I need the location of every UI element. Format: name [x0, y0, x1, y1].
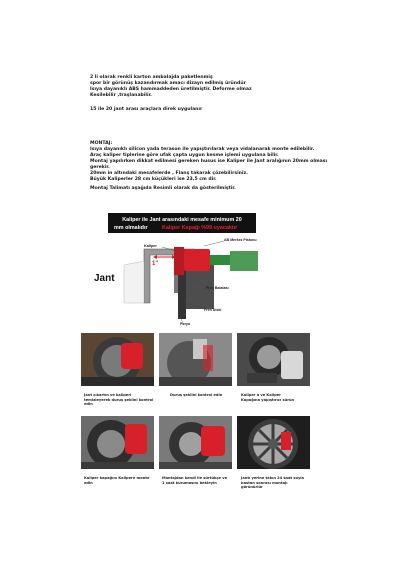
caption-text: Jantı yerine takın 24 saat soyla bastan sonrası montajı görünürlür — [241, 476, 304, 490]
intro-text — [90, 75, 330, 99]
label-ab-piston: AB Merkez Pistonu — [224, 238, 257, 242]
caption-text: Kaliper kapağını Kalipere monte edin — [84, 476, 150, 485]
step-photo-2 — [159, 333, 232, 386]
step-photo-3 — [237, 333, 310, 386]
intro-line: Isıya dayanıklı ABS hammaddeden üretilmiştir. Deforme olmaz — [90, 87, 252, 92]
step-photo-4 — [81, 416, 154, 469]
caption-text: Kaliper a ve Kaliper Kapağına yapıştırıcı sürün — [241, 393, 295, 402]
label-dimension: 1" — [152, 261, 159, 267]
cure-wait-image — [159, 416, 232, 469]
label-fren-balatasi: Fren Balatası — [206, 286, 229, 290]
montaj-line: 20mm in altındaki mesafelerde , Flanş takarak çözebilirsiniz. — [90, 171, 248, 176]
diagram-illustration — [84, 213, 319, 326]
label-fren-diski: Fren Diski — [204, 308, 222, 312]
montaj-line: Büyük Kaliperler 28 cm küçükleri ise 23,5 cm dir. — [90, 177, 217, 182]
green-bracket — [230, 251, 258, 271]
rim-face — [124, 261, 144, 303]
step-caption-2 — [170, 393, 222, 398]
caliper-cover — [174, 247, 184, 275]
step-caption-3 — [241, 393, 294, 402]
check-fit-image — [159, 333, 232, 386]
step-photo-6 — [237, 416, 310, 469]
label-kaliper: Kaliper — [144, 244, 157, 248]
caption-text: Duruş şeklini kontrol edin — [170, 393, 223, 397]
caption-text: Montajdan kendi ile sürtükçe ve 1 saat kurumasını bekleyin — [162, 476, 228, 485]
mount-cover-image — [81, 416, 154, 469]
caliper-body — [184, 249, 210, 271]
montaj-note: Montaj Talimatı aşağıda Resimli olarak da gösterilmiştir. — [90, 186, 236, 191]
montaj-heading: MONTAJ: — [90, 141, 113, 146]
green-piston — [210, 255, 230, 265]
label-jant: Jant — [94, 273, 115, 284]
step-caption-1 — [84, 393, 153, 407]
brake-pad — [174, 275, 178, 293]
montaj-line: gerekir. — [90, 165, 110, 170]
intro-line: 2 li olarak renkli karton ambalajda paketlenmiş — [90, 75, 213, 80]
caption-text: Jant çıkartın ve kaliperi temizleyerek duruş şeklini kontrol edin — [84, 393, 154, 407]
banner-text-1: Kaliper ile Jant arasındaki mesafe minimum 20 — [122, 217, 242, 223]
dim-arrow-left — [153, 255, 157, 259]
montaj-text — [90, 141, 330, 183]
montaj-line: Isıya dayanıklı silicon yada terason ile yapıştırılarak veya vidalanarak monte edilebilir. — [90, 147, 315, 152]
step-caption-4 — [84, 476, 149, 485]
banner-text-2b: Kaliper Kapağı %99 uyacaktır — [162, 225, 238, 231]
caliper-exposed-image — [81, 333, 154, 386]
wheel-installed-image — [237, 416, 310, 469]
montaj-line: Araç kaliper tiplerine göre ufak çapta uygun kesme işlemi uygulana bilir. — [90, 153, 279, 158]
apply-adhesive-image — [237, 333, 310, 386]
intro-line: spor bir görünüş kazandırmak amacı dizayn edilmiş üründür — [90, 81, 246, 86]
step-photo-5 — [159, 416, 232, 469]
caliper-diagram — [84, 213, 319, 326]
montaj-line: Montaj yapılırken dikkat edilmesi gereken husus ise Kaliper ile Jant aralığının 20mm olması — [90, 159, 328, 164]
sizes-text: 15 ile 20 jant arası araçlara direk uygulanır — [90, 107, 203, 112]
step-photo-1 — [81, 333, 154, 386]
intro-line: Kesilebilir ,traşlanabilir. — [90, 93, 152, 98]
leader-ab — [204, 241, 224, 246]
step-caption-5 — [162, 476, 227, 485]
label-porya: Porya — [180, 322, 190, 326]
banner-text-2a: mm olmalıdır — [114, 225, 148, 231]
step-caption-6 — [241, 476, 304, 490]
